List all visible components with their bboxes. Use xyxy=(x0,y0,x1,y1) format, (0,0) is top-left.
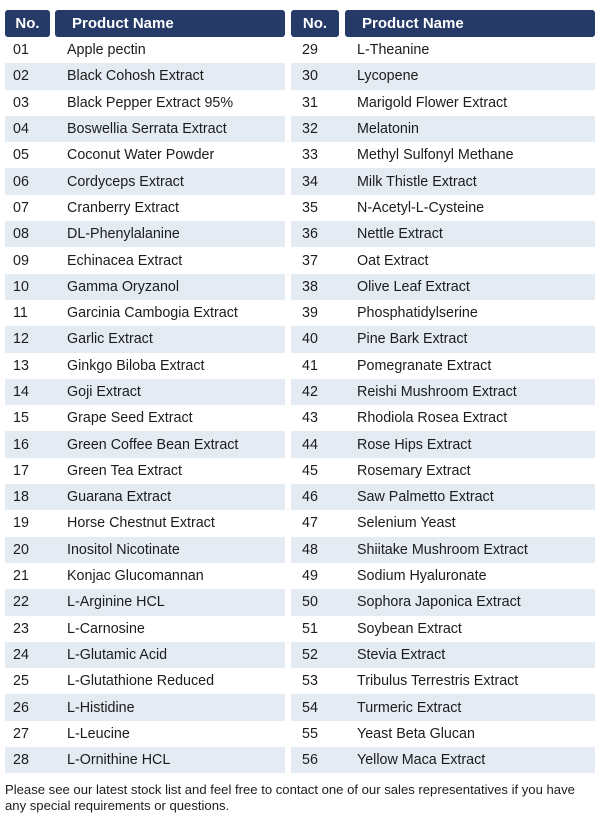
product-name: Nettle Extract xyxy=(357,226,443,243)
row-number: 30 xyxy=(302,68,318,85)
table-row xyxy=(5,142,285,168)
row-number: 04 xyxy=(13,121,29,138)
product-name: L-Carnosine xyxy=(67,620,145,637)
table-row xyxy=(5,326,285,352)
table-row xyxy=(291,431,595,457)
header-no: No. xyxy=(291,10,339,37)
table-row xyxy=(5,247,285,273)
product-name: L-Leucine xyxy=(67,725,130,742)
product-name: Black Cohosh Extract xyxy=(67,68,204,85)
row-number: 54 xyxy=(302,699,318,716)
row-number: 56 xyxy=(302,752,318,769)
product-name: Phosphatidylserine xyxy=(357,305,478,322)
product-table-left xyxy=(5,10,285,773)
table-header xyxy=(5,10,285,37)
table-row xyxy=(291,616,595,642)
product-name: Rosemary Extract xyxy=(357,462,471,479)
product-name: L-Arginine HCL xyxy=(67,594,165,611)
row-number: 12 xyxy=(13,331,29,348)
row-number: 49 xyxy=(302,568,318,585)
table-row xyxy=(291,405,595,431)
product-tables xyxy=(5,10,595,772)
row-number: 29 xyxy=(302,42,318,59)
table-row xyxy=(5,90,285,116)
right-rows xyxy=(291,37,595,773)
table-row xyxy=(5,458,285,484)
row-number: 37 xyxy=(302,252,318,269)
product-name: L-Theanine xyxy=(357,42,430,59)
table-row xyxy=(5,589,285,615)
row-number: 05 xyxy=(13,147,29,164)
product-name: Shiitake Mushroom Extract xyxy=(357,541,528,558)
table-row xyxy=(291,747,595,773)
table-row xyxy=(291,537,595,563)
product-name: Milk Thistle Extract xyxy=(357,173,477,190)
row-number: 03 xyxy=(13,94,29,111)
product-name: L-Glutamic Acid xyxy=(67,646,168,663)
table-row xyxy=(5,274,285,300)
row-number: 09 xyxy=(13,252,29,269)
product-name: Cranberry Extract xyxy=(67,199,180,216)
row-number: 55 xyxy=(302,725,318,742)
table-row xyxy=(5,563,285,589)
table-row xyxy=(291,247,595,273)
row-number: 28 xyxy=(13,752,29,769)
row-number: 10 xyxy=(13,278,29,295)
product-name: Black Pepper Extract 95% xyxy=(67,94,234,111)
row-number: 47 xyxy=(302,515,318,532)
row-number: 51 xyxy=(302,620,318,637)
table-row xyxy=(291,37,595,63)
row-number: 01 xyxy=(13,42,29,59)
table-row xyxy=(5,63,285,89)
row-number: 22 xyxy=(13,594,29,611)
product-name: Reishi Mushroom Extract xyxy=(357,384,517,400)
product-name: Melatonin xyxy=(357,121,419,138)
table-row xyxy=(291,300,595,326)
product-name: Sodium Hyaluronate xyxy=(357,568,487,585)
product-name: L-Histidine xyxy=(67,699,135,716)
product-name: N-Acetyl-L-Cysteine xyxy=(357,199,485,216)
row-number: 44 xyxy=(302,436,318,453)
table-row xyxy=(5,379,285,405)
product-name: Tribulus Terrestris Extract xyxy=(357,673,519,690)
row-number: 25 xyxy=(13,673,29,690)
table-row xyxy=(5,195,285,221)
table-row xyxy=(291,563,595,589)
product-name: Apple pectin xyxy=(67,42,146,59)
row-number: 20 xyxy=(13,541,29,558)
row-number: 36 xyxy=(302,226,318,243)
table-row xyxy=(5,642,285,668)
product-name: L-Ornithine HCL xyxy=(67,752,171,769)
product-name: Goji Extract xyxy=(67,384,141,400)
product-table-right xyxy=(291,10,595,773)
row-number: 17 xyxy=(13,462,29,479)
product-name: Garcinia Cambogia Extract xyxy=(67,305,238,322)
table-row xyxy=(291,274,595,300)
table-row xyxy=(5,510,285,536)
product-name: Coconut Water Powder xyxy=(67,147,215,164)
product-name: DL-Phenylalanine xyxy=(67,226,180,243)
header-product-name: Product Name xyxy=(55,10,285,37)
table-row xyxy=(5,168,285,194)
row-number: 14 xyxy=(13,384,29,400)
table-row xyxy=(5,300,285,326)
table-row xyxy=(5,721,285,747)
row-number: 21 xyxy=(13,568,29,585)
header-product-name: Product Name xyxy=(345,10,595,37)
row-number: 16 xyxy=(13,436,29,453)
table-row xyxy=(291,63,595,89)
row-number: 41 xyxy=(302,357,318,374)
row-number: 50 xyxy=(302,594,318,611)
row-number: 45 xyxy=(302,462,318,479)
footer-note: Please see our latest stock list and feel free to contact one of our sales representatives if you have any special requirements or questions. xyxy=(5,782,575,813)
row-number: 18 xyxy=(13,489,29,506)
row-number: 02 xyxy=(13,68,29,85)
table-row xyxy=(5,747,285,773)
product-name: Cordyceps Extract xyxy=(67,173,184,190)
table-row xyxy=(5,694,285,720)
row-number: 27 xyxy=(13,725,29,742)
table-row xyxy=(291,116,595,142)
row-number: 24 xyxy=(13,646,29,663)
product-name: Horse Chestnut Extract xyxy=(67,515,215,532)
table-row xyxy=(291,721,595,747)
product-name: Rhodiola Rosea Extract xyxy=(357,410,508,427)
product-name: Pomegranate Extract xyxy=(357,357,492,374)
row-number: 23 xyxy=(13,620,29,637)
product-name: Stevia Extract xyxy=(357,646,446,663)
product-name: Rose Hips Extract xyxy=(357,436,472,453)
row-number: 11 xyxy=(13,305,28,322)
row-number: 43 xyxy=(302,410,318,427)
table-row xyxy=(291,195,595,221)
row-number: 35 xyxy=(302,199,318,216)
table-row xyxy=(291,221,595,247)
product-name: Yeast Beta Glucan xyxy=(357,725,475,742)
product-name: Grape Seed Extract xyxy=(67,410,193,427)
table-row xyxy=(5,37,285,63)
row-number: 07 xyxy=(13,199,29,216)
table-row xyxy=(291,326,595,352)
product-name: L-Glutathione Reduced xyxy=(67,673,215,690)
row-number: 46 xyxy=(302,489,318,506)
product-name: Yellow Maca Extract xyxy=(357,752,486,769)
table-row xyxy=(5,484,285,510)
table-row xyxy=(291,668,595,694)
row-number: 26 xyxy=(13,699,29,716)
product-name: Sophora Japonica Extract xyxy=(357,594,521,611)
table-row xyxy=(5,668,285,694)
product-name: Gamma Oryzanol xyxy=(67,278,180,295)
product-name: Guarana Extract xyxy=(67,489,172,506)
table-row xyxy=(5,221,285,247)
table-row xyxy=(5,353,285,379)
left-rows xyxy=(5,37,285,773)
product-name: Konjac Glucomannan xyxy=(67,568,204,585)
product-name: Oat Extract xyxy=(357,252,429,269)
table-row xyxy=(291,484,595,510)
row-number: 34 xyxy=(302,173,318,190)
row-number: 42 xyxy=(302,384,318,400)
product-name: Saw Palmetto Extract xyxy=(357,489,494,506)
table-row xyxy=(291,458,595,484)
row-number: 19 xyxy=(13,515,29,532)
table-header xyxy=(291,10,595,37)
row-number: 38 xyxy=(302,278,318,295)
product-name: Inositol Nicotinate xyxy=(67,541,180,558)
table-row xyxy=(5,116,285,142)
product-name: Olive Leaf Extract xyxy=(357,278,470,295)
table-row xyxy=(291,642,595,668)
product-name: Green Coffee Bean Extract xyxy=(67,436,239,453)
table-row xyxy=(291,353,595,379)
table-row xyxy=(291,90,595,116)
row-number: 06 xyxy=(13,173,29,190)
table-row xyxy=(291,142,595,168)
product-name: Garlic Extract xyxy=(67,331,153,348)
row-number: 33 xyxy=(302,147,318,164)
row-number: 15 xyxy=(13,410,29,427)
row-number: 08 xyxy=(13,226,29,243)
table-row xyxy=(5,616,285,642)
row-number: 31 xyxy=(302,94,318,111)
product-name: Turmeric Extract xyxy=(357,699,462,716)
product-name: Methyl Sulfonyl Methane xyxy=(357,147,514,164)
product-name: Echinacea Extract xyxy=(67,252,183,269)
table-row xyxy=(291,694,595,720)
row-number: 32 xyxy=(302,121,318,138)
table-row xyxy=(5,537,285,563)
header-no: No. xyxy=(5,10,50,37)
row-number: 13 xyxy=(13,357,29,374)
product-name: Soybean Extract xyxy=(357,620,462,637)
table-row xyxy=(291,168,595,194)
product-name: Lycopene xyxy=(357,68,419,85)
product-name: Ginkgo Biloba Extract xyxy=(67,357,205,374)
table-row xyxy=(291,510,595,536)
row-number: 53 xyxy=(302,673,318,690)
row-number: 48 xyxy=(302,541,318,558)
product-name: Pine Bark Extract xyxy=(357,331,468,348)
table-row xyxy=(5,405,285,431)
product-name: Green Tea Extract xyxy=(67,462,182,479)
product-name: Marigold Flower Extract xyxy=(357,94,508,111)
product-name: Boswellia Serrata Extract xyxy=(67,121,227,138)
row-number: 52 xyxy=(302,646,318,663)
row-number: 39 xyxy=(302,305,318,322)
table-row xyxy=(291,379,595,405)
row-number: 40 xyxy=(302,331,318,348)
product-name: Selenium Yeast xyxy=(357,515,456,532)
table-row xyxy=(5,431,285,457)
table-row xyxy=(291,589,595,615)
